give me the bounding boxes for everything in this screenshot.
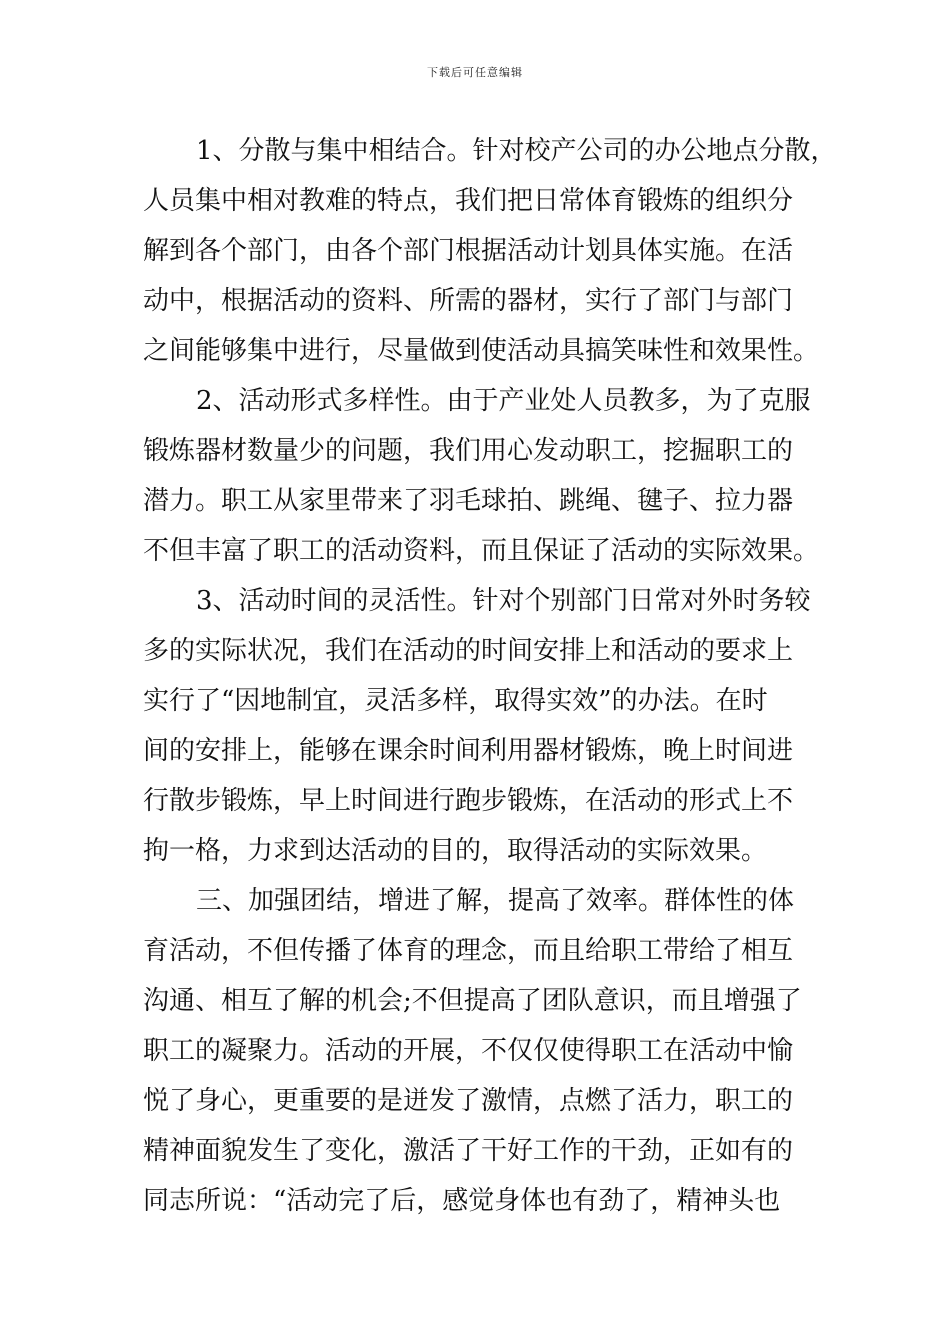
paragraph-line: 沟通、相互了解的机会;不但提高了团队意识，而且增强了 [143, 986, 802, 1016]
paragraph-line: 精神面貌发生了变化，激活了干好工作的干劲，正如有的 [143, 1136, 794, 1166]
paragraph-line: 悦了身心，更重要的是迸发了激情，点燃了活力，职工的 [143, 1086, 794, 1116]
paragraph-1 [143, 126, 837, 376]
document-body [143, 126, 837, 1226]
paragraph-line: 动中，根据活动的资料、所需的器材，实行了部门与部门 [143, 286, 794, 316]
paragraph-line: 解到各个部门，由各个部门根据活动计划具体实施。在活 [143, 236, 794, 266]
paragraph-line: 不但丰富了职工的活动资料，而且保证了活动的实际效果。 [143, 536, 820, 566]
paragraph-line: 同志所说：“活动完了后，感觉身体也有劲了，精神头也 [143, 1186, 781, 1216]
paragraph-line: 职工的凝聚力。活动的开展，不仅仅使得职工在活动中愉 [143, 1036, 794, 1066]
paragraph-line: 三、加强团结，增进了解，提高了效率。群体性的体 [196, 886, 795, 916]
paragraph-line: 拘一格，力求到达活动的目的，取得活动的实际效果。 [143, 836, 768, 866]
paragraph-line: 多的实际状况，我们在活动的时间安排上和活动的要求上 [143, 636, 794, 666]
paragraph-line: 育活动，不但传播了体育的理念，而且给职工带给了相互 [143, 936, 794, 966]
paragraph-line: 人员集中相对教难的特点，我们把日常体育锻炼的组织分 [143, 186, 794, 216]
paragraph-4 [143, 876, 811, 1226]
header-note: 下载后可任意编辑 [427, 66, 523, 79]
paragraph-2 [143, 376, 820, 576]
paragraph-line: 锻炼器材数量少的问题，我们用心发动职工，挖掘职工的 [143, 436, 794, 466]
paragraph-line: 1、分散与集中相结合。针对校产公司的办公地点分散， [196, 136, 837, 166]
paragraph-line: 实行了“因地制宜，灵活多样，取得实效”的办法。在时 [143, 686, 768, 716]
paragraph-line: 3、活动时间的灵活性。针对个别部门日常对外时务较 [196, 586, 811, 616]
paragraph-line: 潜力。职工从家里带来了羽毛球拍、跳绳、毽子、拉力器 [143, 486, 794, 516]
paragraph-line: 之间能够集中进行，尽量做到使活动具搞笑味性和效果性。 [143, 336, 820, 366]
paragraph-line: 2、活动形式多样性。由于产业处人员教多，为了克服 [196, 386, 811, 416]
paragraph-line: 间的安排上，能够在课余时间利用器材锻炼，晚上时间进 [143, 736, 794, 766]
paragraph-line: 行散步锻炼，早上时间进行跑步锻炼，在活动的形式上不 [143, 786, 794, 816]
paragraph-3 [143, 576, 811, 876]
